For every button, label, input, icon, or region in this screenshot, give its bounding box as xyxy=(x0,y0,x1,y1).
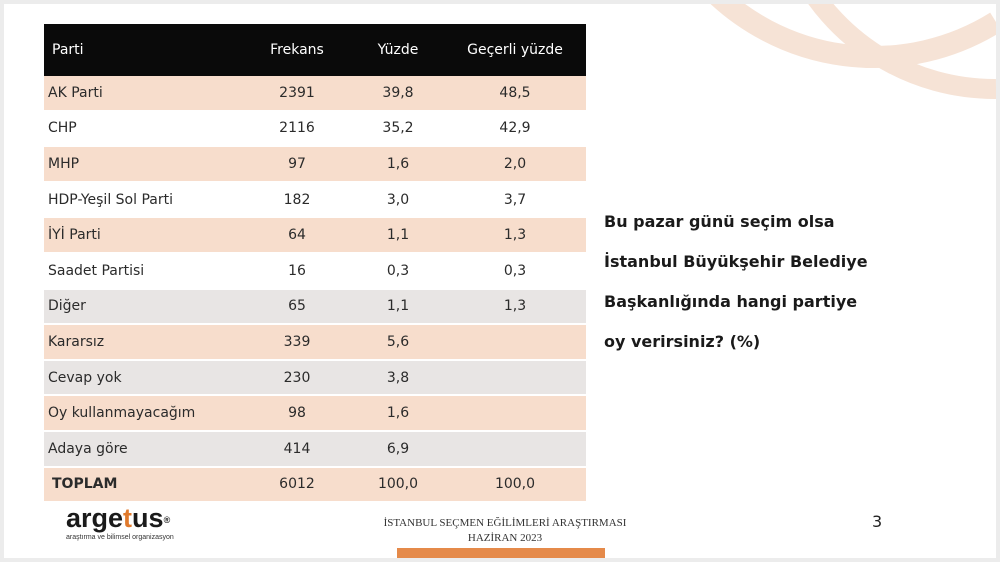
question-line-1: Bu pazar günü seçim olsa xyxy=(604,212,835,231)
cell-percent: 5,6 xyxy=(352,324,444,360)
cell-frequency: 230 xyxy=(242,360,352,396)
cell-percent: 35,2 xyxy=(352,111,444,147)
slide xyxy=(4,4,996,558)
cell-frequency: 182 xyxy=(242,182,352,218)
question-line-3: Başkanlığında hangi partiye xyxy=(604,292,858,311)
logo-tagline: araştırma ve bilimsel organizasyon xyxy=(66,534,174,541)
table-row xyxy=(44,111,586,147)
table-row xyxy=(44,324,586,360)
table-row xyxy=(44,360,586,396)
header-yuzde: Yüzde xyxy=(352,24,444,76)
table-header-row xyxy=(44,24,586,76)
cell-valid-percent xyxy=(444,395,586,431)
cell-frequency: 65 xyxy=(242,289,352,325)
table-row xyxy=(44,253,586,289)
cell-percent: 3,8 xyxy=(352,360,444,396)
cell-percent: 0,3 xyxy=(352,253,444,289)
cell-frequency: 98 xyxy=(242,395,352,431)
cell-party: Diğer xyxy=(44,289,242,325)
cell-party: Cevap yok xyxy=(44,360,242,396)
cell-valid-percent: 1,3 xyxy=(444,289,586,325)
cell-valid-percent: 3,7 xyxy=(444,182,586,218)
table-row xyxy=(44,146,586,182)
cell-total-percent: 100,0 xyxy=(352,467,444,503)
decorative-arc xyxy=(696,4,996,114)
table-row xyxy=(44,289,586,325)
footer-title xyxy=(370,516,640,546)
header-frekans: Frekans xyxy=(242,24,352,76)
cell-party: CHP xyxy=(44,111,242,147)
cell-percent: 3,0 xyxy=(352,182,444,218)
cell-valid-percent xyxy=(444,431,586,467)
page-number: 3 xyxy=(872,512,883,531)
cell-percent: 1,1 xyxy=(352,217,444,253)
cell-frequency: 16 xyxy=(242,253,352,289)
cell-frequency: 414 xyxy=(242,431,352,467)
cell-party: AK Parti xyxy=(44,76,242,111)
logo-wordmark: argetus® xyxy=(66,503,171,533)
question-line-4: oy verirsiniz? (%) xyxy=(604,332,761,351)
table-row xyxy=(44,217,586,253)
cell-party: İYİ Parti xyxy=(44,217,242,253)
cell-party: MHP xyxy=(44,146,242,182)
footer-line-1: İSTANBUL SEÇMEN EĞİLİMLERİ ARAŞTIRMASI xyxy=(383,517,627,529)
cell-frequency: 339 xyxy=(242,324,352,360)
question-line-2: İstanbul Büyükşehir Belediye xyxy=(604,252,868,271)
cell-valid-percent xyxy=(444,360,586,396)
cell-frequency: 64 xyxy=(242,217,352,253)
cell-party: Oy kullanmayacağım xyxy=(44,395,242,431)
cell-frequency: 2391 xyxy=(242,76,352,111)
table-row xyxy=(44,182,586,218)
survey-question xyxy=(604,202,934,362)
cell-frequency: 97 xyxy=(242,146,352,182)
header-parti: Parti xyxy=(44,24,242,76)
cell-valid-percent: 42,9 xyxy=(444,111,586,147)
cell-valid-percent: 48,5 xyxy=(444,76,586,111)
footer-line-2: HAZİRAN 2023 xyxy=(467,532,543,544)
cell-party: Kararsız xyxy=(44,324,242,360)
cell-percent: 6,9 xyxy=(352,431,444,467)
cell-party: HDP-Yeşil Sol Parti xyxy=(44,182,242,218)
table-total-row xyxy=(44,467,586,503)
cell-percent: 1,1 xyxy=(352,289,444,325)
table-row xyxy=(44,76,586,111)
results-table xyxy=(44,24,586,503)
cell-percent: 1,6 xyxy=(352,395,444,431)
header-gecerli-yuzde: Geçerli yüzde xyxy=(444,24,586,76)
cell-percent: 1,6 xyxy=(352,146,444,182)
footer-accent-bar xyxy=(397,548,605,558)
cell-total-valid-percent: 100,0 xyxy=(444,467,586,503)
cell-total-frequency: 6012 xyxy=(242,467,352,503)
cell-party: Saadet Partisi xyxy=(44,253,242,289)
cell-frequency: 2116 xyxy=(242,111,352,147)
cell-percent: 39,8 xyxy=(352,76,444,111)
table-row xyxy=(44,431,586,467)
cell-party: Adaya göre xyxy=(44,431,242,467)
cell-valid-percent: 2,0 xyxy=(444,146,586,182)
argetus-logo xyxy=(66,504,174,541)
cell-total-label: TOPLAM xyxy=(44,467,242,503)
cell-valid-percent xyxy=(444,324,586,360)
cell-valid-percent: 0,3 xyxy=(444,253,586,289)
cell-valid-percent: 1,3 xyxy=(444,217,586,253)
table-row xyxy=(44,395,586,431)
